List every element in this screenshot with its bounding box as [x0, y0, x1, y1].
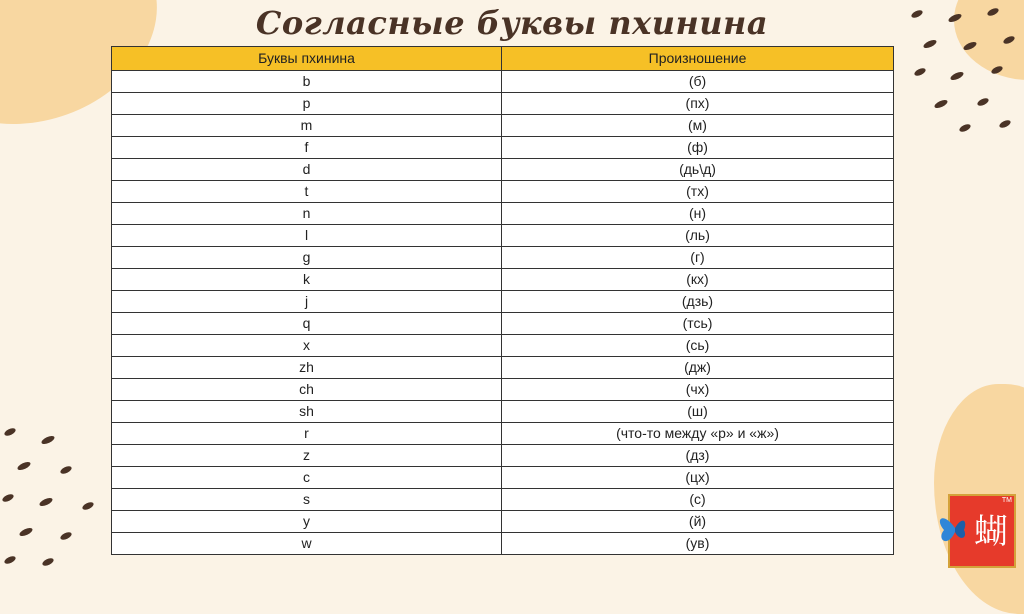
pinyin-letter: p	[112, 93, 502, 115]
pinyin-letter: b	[112, 71, 502, 93]
pronunciation: (й)	[502, 511, 894, 533]
table-row	[112, 269, 894, 291]
pinyin-letter: sh	[112, 401, 502, 423]
pronunciation: (что-то между «р» и «ж»)	[502, 423, 894, 445]
butterfly-icon	[938, 508, 972, 553]
pronunciation: (м)	[502, 115, 894, 137]
table-row	[112, 159, 894, 181]
pronunciation: (дзь)	[502, 291, 894, 313]
table-row	[112, 467, 894, 489]
pronunciation: (н)	[502, 203, 894, 225]
pronunciation: (сь)	[502, 335, 894, 357]
pronunciation: (ув)	[502, 533, 894, 555]
butterfly-logo	[948, 494, 1016, 568]
pronunciation: (с)	[502, 489, 894, 511]
pronunciation: (ль)	[502, 225, 894, 247]
pinyin-letter: n	[112, 203, 502, 225]
pronunciation: (кх)	[502, 269, 894, 291]
page-title: Согласные буквы пхинина	[255, 4, 769, 42]
pinyin-letter: ch	[112, 379, 502, 401]
pronunciation: (дь\д)	[502, 159, 894, 181]
table-row	[112, 401, 894, 423]
table-row	[112, 533, 894, 555]
pinyin-letter: g	[112, 247, 502, 269]
pronunciation: (чх)	[502, 379, 894, 401]
table-row	[112, 247, 894, 269]
table-row	[112, 71, 894, 93]
table-row	[112, 181, 894, 203]
pinyin-letter: z	[112, 445, 502, 467]
table-row	[112, 291, 894, 313]
pinyin-letter: m	[112, 115, 502, 137]
trademark-mark: TM	[1001, 497, 1012, 504]
pinyin-letter: y	[112, 511, 502, 533]
pinyin-letter: x	[112, 335, 502, 357]
pronunciation: (дж)	[502, 357, 894, 379]
table-row	[112, 423, 894, 445]
table-row	[112, 445, 894, 467]
column-header: Буквы пхинина	[112, 47, 502, 71]
table-row	[112, 313, 894, 335]
pinyin-letter: zh	[112, 357, 502, 379]
pronunciation: (г)	[502, 247, 894, 269]
table-row	[112, 357, 894, 379]
pronunciation: (б)	[502, 71, 894, 93]
table-row	[112, 203, 894, 225]
pinyin-letter: d	[112, 159, 502, 181]
table-row	[112, 335, 894, 357]
pronunciation: (ф)	[502, 137, 894, 159]
table-row	[112, 115, 894, 137]
table-row	[112, 489, 894, 511]
table-row	[112, 93, 894, 115]
pronunciation: (тсь)	[502, 313, 894, 335]
pinyin-letter: r	[112, 423, 502, 445]
decor-dots-bottom-left	[0, 420, 110, 570]
pinyin-letter: l	[112, 225, 502, 247]
pronunciation: (тх)	[502, 181, 894, 203]
pinyin-letter: q	[112, 313, 502, 335]
table-row	[112, 137, 894, 159]
table-header-row	[112, 47, 894, 71]
column-header: Произношение	[502, 47, 894, 71]
pinyin-letter: t	[112, 181, 502, 203]
table-row	[112, 511, 894, 533]
table-row	[112, 379, 894, 401]
pronunciation: (дз)	[502, 445, 894, 467]
pinyin-letter: k	[112, 269, 502, 291]
pinyin-letter: w	[112, 533, 502, 555]
pronunciation: (цх)	[502, 467, 894, 489]
table-row	[112, 225, 894, 247]
logo-character: 蝴	[974, 512, 1008, 552]
pronunciation: (ш)	[502, 401, 894, 423]
pinyin-consonants-table	[111, 46, 894, 555]
pinyin-letter: f	[112, 137, 502, 159]
pronunciation: (пх)	[502, 93, 894, 115]
pinyin-letter: j	[112, 291, 502, 313]
pinyin-letter: s	[112, 489, 502, 511]
pinyin-letter: c	[112, 467, 502, 489]
